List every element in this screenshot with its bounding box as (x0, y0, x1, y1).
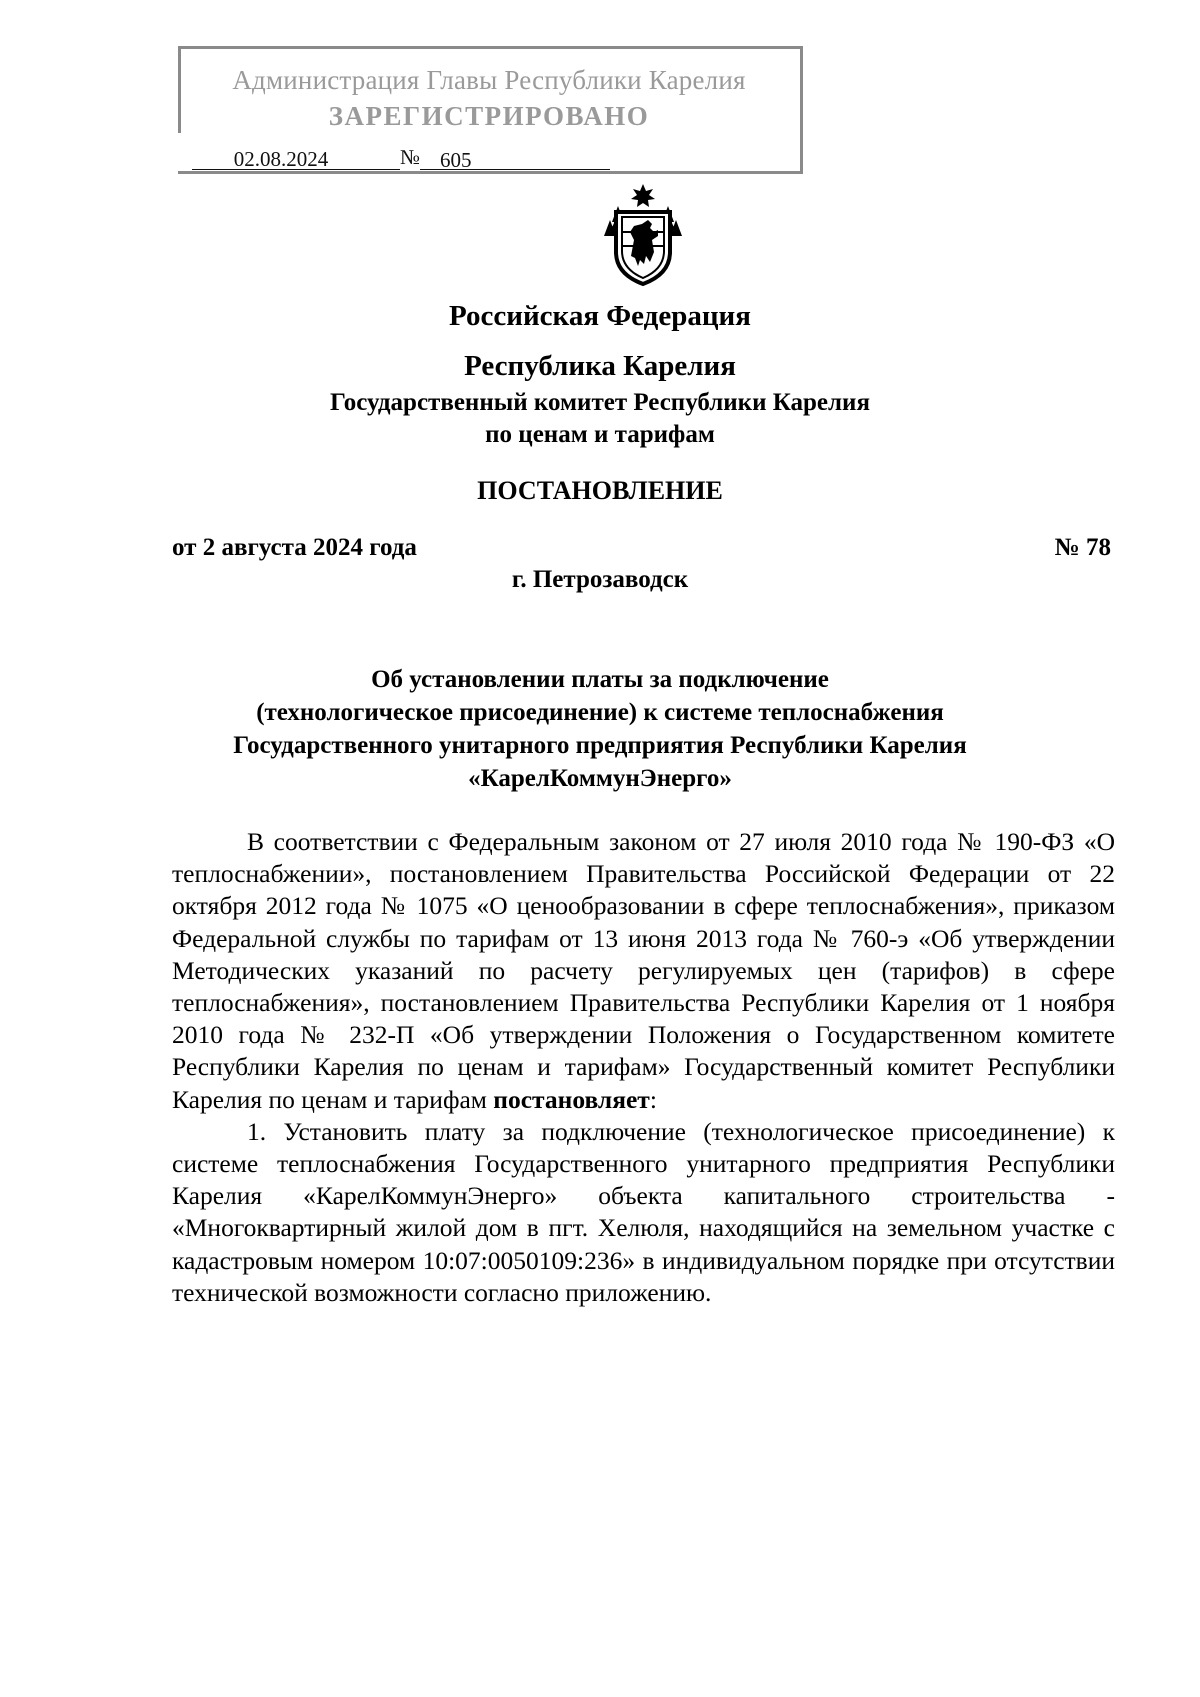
karelia-coat-of-arms-icon (598, 182, 688, 288)
document-title-line4: «КарелКоммунЭнерго» (468, 765, 732, 792)
header-federation: Российская Федерация (449, 300, 751, 332)
item-1-paragraph: 1. Установить плату за подключение (технологическое присоединение) к системе теплоснабжения Государственного унитарного предприятия Республики Карелия «КарелКоммунЭнерго» объекта капитального строительства - «Многоквартирный жилой дом в пгт. Хелюля, находящийся на земельном участке с кадастровым номером 10:07:0050109:236» в индивидуальном порядке при отсутствии технической возможности согласно приложению. (172, 1116, 1115, 1307)
stamp-reg-date: 02.08.2024 (192, 147, 370, 170)
stamp-registered-label: ЗАРЕГИСТРИРОВАНО (328, 101, 650, 131)
document-city: г. Петрозаводск (511, 566, 689, 593)
document-number: № 78 (1054, 534, 1111, 561)
document-body (172, 826, 1115, 1309)
decides-keyword: постановляет (493, 1084, 650, 1114)
document-type: ПОСТАНОВЛЕНИЕ (477, 476, 723, 505)
header-committee-line2: по ценам и тарифам (485, 421, 715, 448)
header-republic: Республика Карелия (464, 350, 736, 382)
stamp-number-sign: № (400, 145, 421, 169)
preamble-text: В соответствии с Федеральным законом от 27 июля 2010 года № 190-ФЗ «О теплоснабжении», постановлением Правительства Российской Федерации от 22 октября 2012 года № 1075 «О ценообразовании в сфере теплоснабжения», приказом Федеральной службы по тарифам от 13 июня 2013 года № 760-э «Об утверждении Методических указаний по расчету регулируемых цен (тарифов) в сфере теплоснабжения», постановлением Правительства Республики Карелия от 1 ноября 2010 года № 232-П «Об утверждении Положения о Государственном комитете Республики Карелия по ценам и тарифам» Государственный комитет Республики Карелия по ценам и тарифам (172, 827, 1115, 1114)
document-date: от 2 августа 2024 года (172, 534, 417, 561)
stamp-reg-number: 605 (420, 148, 610, 170)
document-title-line3: Государственного унитарного предприятия Республики Карелия (233, 732, 967, 759)
document-title-line2: (технологическое присоединение) к системе теплоснабжения (256, 699, 944, 726)
preamble-paragraph (172, 826, 1115, 1116)
stamp-underline (370, 147, 400, 170)
stamp-authority: Администрация Главы Республики Карелия (232, 65, 746, 95)
document-title-line1: Об установлении платы за подключение (371, 666, 829, 693)
decides-colon: : (649, 1084, 657, 1114)
header-committee-line1: Государственный комитет Республики Карелия (330, 389, 870, 416)
stamp-registration-row (192, 145, 610, 170)
registration-stamp (178, 46, 803, 174)
